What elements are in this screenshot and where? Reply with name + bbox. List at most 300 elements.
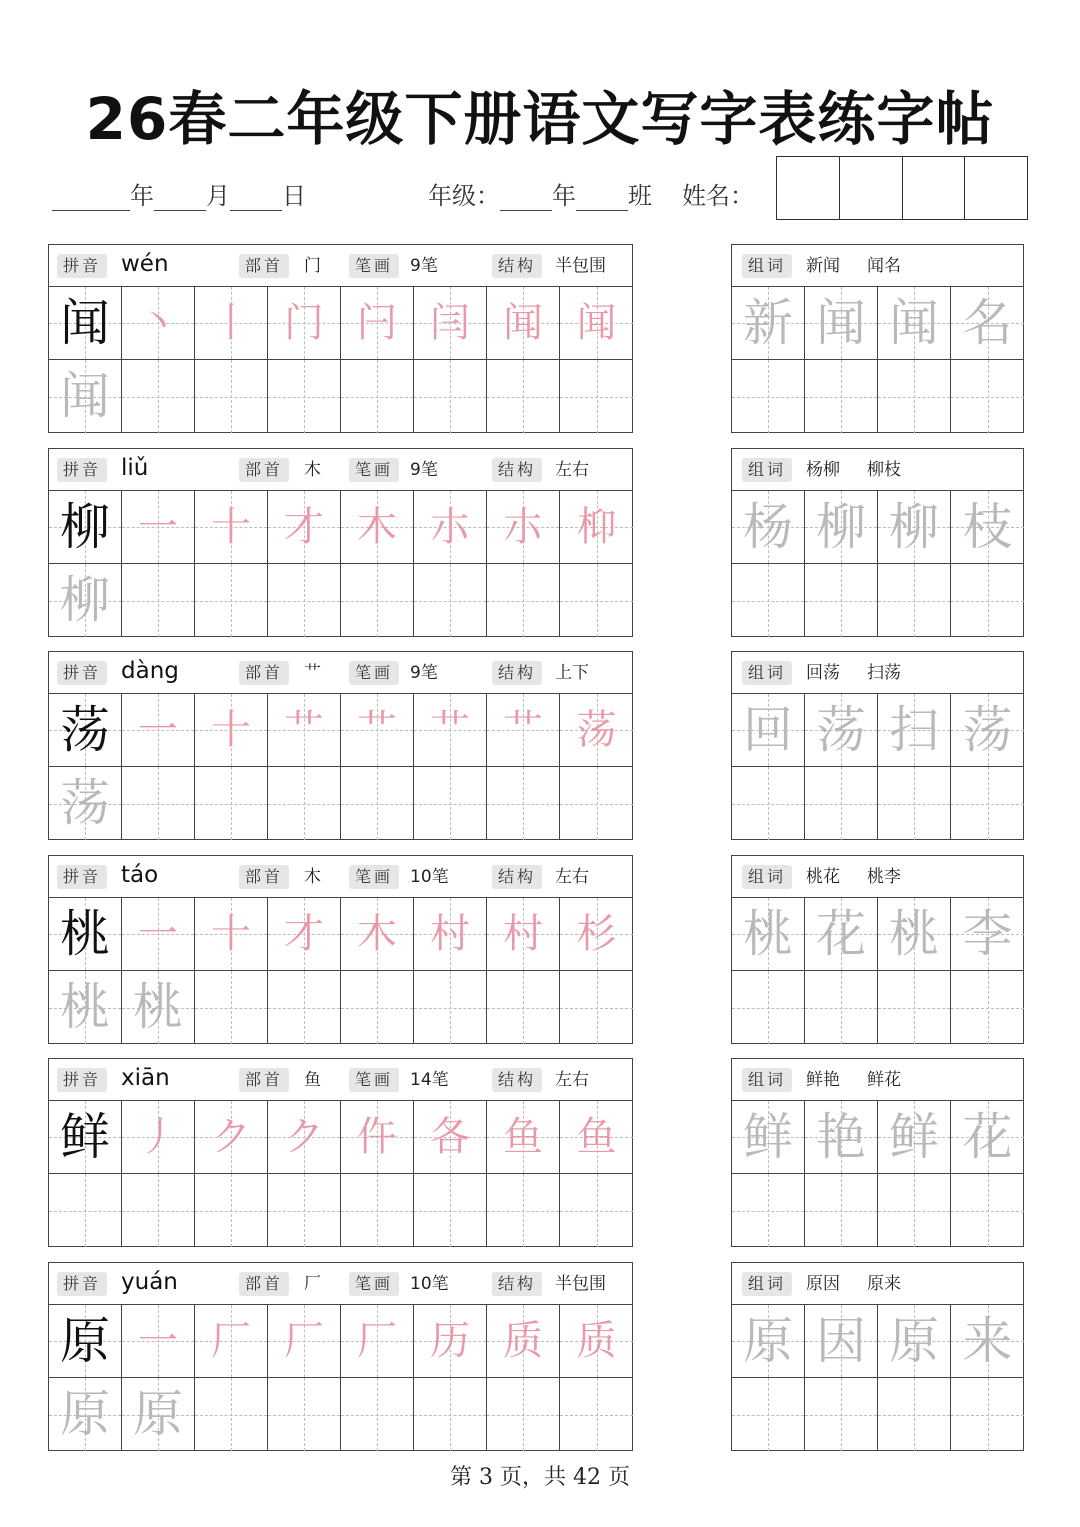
word-1: 回荡 [806, 663, 840, 683]
word-2: 鲜花 [867, 1070, 901, 1090]
radical-value: 鱼 [304, 1070, 321, 1090]
structure-value: 上下 [555, 663, 589, 683]
word-writing-cell[interactable] [878, 564, 951, 637]
pinyin-value: liǔ [121, 455, 149, 481]
word-trace-char: 枝 [962, 498, 1013, 556]
writing-cell[interactable] [487, 360, 560, 433]
words-tag: 组词 [742, 254, 792, 278]
writing-cell[interactable] [487, 1378, 560, 1451]
stroke-step: 闩 [357, 300, 397, 346]
writing-cell[interactable] [487, 767, 560, 840]
radical-value: 木 [304, 867, 321, 887]
word-writing-cell[interactable] [805, 360, 878, 433]
words-tag: 组词 [742, 458, 792, 482]
name-cell[interactable] [965, 157, 1027, 219]
name-grid[interactable] [776, 156, 1028, 220]
char-info-header [49, 1059, 632, 1101]
writing-cell[interactable] [268, 360, 341, 433]
radical-value: 厂 [304, 1274, 321, 1294]
words-tag: 组词 [742, 1272, 792, 1296]
stroke-order-cell [195, 898, 268, 971]
word-writing-cell[interactable] [951, 971, 1024, 1044]
words-header [732, 245, 1023, 287]
structure-value: 左右 [555, 867, 589, 887]
model-char: 桃 [60, 905, 110, 963]
word-writing-cell[interactable] [732, 971, 805, 1044]
day-label: 日 [282, 182, 306, 210]
writing-cell[interactable] [49, 767, 122, 840]
stroke-order-cell [560, 491, 633, 564]
writing-cell[interactable] [560, 767, 633, 840]
radical-tag: 部首 [239, 661, 289, 685]
writing-cell[interactable] [195, 1378, 268, 1451]
structure-value: 半包围 [555, 256, 606, 276]
word-writing-cell[interactable] [805, 1378, 878, 1451]
word-char-cell [805, 1101, 878, 1174]
page-footer: 第 3 页，共 42 页 [450, 1465, 630, 1490]
radical-tag: 部首 [239, 254, 289, 278]
writing-cell[interactable] [341, 1174, 414, 1247]
word-trace-char: 扫 [889, 701, 939, 759]
stroke-step: 厂 [357, 1318, 397, 1364]
word-char-cell [805, 287, 878, 360]
writing-cell[interactable] [49, 360, 122, 433]
stroke-order-cell [560, 1305, 633, 1378]
writing-cell[interactable] [341, 360, 414, 433]
stroke-order-cell [122, 491, 195, 564]
word-writing-cell[interactable] [732, 1174, 805, 1247]
writing-cell[interactable] [268, 1174, 341, 1247]
words-tag: 组词 [742, 661, 792, 685]
stroke-order-cell [122, 287, 195, 360]
word-trace-char: 新 [743, 294, 793, 352]
writing-cell[interactable] [268, 971, 341, 1044]
word-trace-char: 原 [889, 1312, 939, 1370]
word-char-cell [732, 1101, 805, 1174]
word-char-cell [805, 694, 878, 767]
word-trace-char: 柳 [889, 498, 939, 556]
stroke-step: 闻 [503, 300, 543, 346]
pinyin-tag: 拼音 [57, 1068, 107, 1092]
char-practice-block [48, 1058, 633, 1247]
word-char-cell [951, 694, 1024, 767]
stroke-step: 丶 [138, 300, 178, 346]
word-trace-char: 荡 [962, 701, 1013, 759]
word-trace-char: 花 [962, 1108, 1013, 1166]
word-writing-cell[interactable] [805, 564, 878, 637]
char-practice-block [48, 244, 633, 433]
writing-cell[interactable] [195, 564, 268, 637]
writing-cell[interactable] [49, 564, 122, 637]
stroke-step: 杉 [576, 911, 617, 957]
pinyin-tag: 拼音 [57, 865, 107, 889]
model-char: 柳 [60, 498, 110, 556]
class-blank[interactable] [576, 191, 628, 211]
strokes-value: 10笔 [410, 1274, 449, 1294]
writing-cell[interactable] [195, 360, 268, 433]
strokes-tag: 笔画 [349, 1272, 399, 1296]
trace-char: 柳 [60, 571, 110, 629]
stroke-step: 朩 [430, 504, 470, 550]
stroke-step: 十 [211, 707, 251, 753]
structure-tag: 结构 [492, 254, 542, 278]
stroke-step: 才 [284, 911, 324, 957]
word-writing-cell[interactable] [805, 1174, 878, 1247]
word-2: 桃李 [867, 867, 901, 887]
char-info-header [49, 449, 632, 491]
stroke-order-cell [414, 491, 487, 564]
class-line [428, 176, 754, 211]
word-writing-cell[interactable] [732, 767, 805, 840]
char-practice-block [48, 448, 633, 637]
stroke-order-cell [341, 1101, 414, 1174]
writing-cell[interactable] [560, 1174, 633, 1247]
writing-cell[interactable] [414, 360, 487, 433]
stroke-step: 艹 [503, 707, 543, 753]
word-writing-cell[interactable] [878, 1378, 951, 1451]
strokes-value: 14笔 [410, 1070, 449, 1090]
writing-cell[interactable] [122, 1174, 195, 1247]
model-char: 鲜 [60, 1108, 110, 1166]
structure-tag: 结构 [492, 1068, 542, 1092]
char-info-header [49, 652, 632, 694]
stroke-order-cell [268, 694, 341, 767]
stroke-order-cell [268, 1305, 341, 1378]
stroke-order-cell [341, 491, 414, 564]
words-tag: 组词 [742, 865, 792, 889]
writing-cell[interactable] [414, 1174, 487, 1247]
writing-cell[interactable] [560, 360, 633, 433]
radical-value: 艹 [304, 663, 321, 683]
radical-value: 木 [304, 460, 321, 480]
word-writing-cell[interactable] [878, 971, 951, 1044]
stroke-order-cell [122, 1101, 195, 1174]
year-label: 年 [130, 182, 154, 210]
pinyin-value: táo [121, 862, 159, 888]
stroke-step: 各 [430, 1114, 470, 1160]
stroke-step: ク [284, 1114, 324, 1160]
writing-cell[interactable] [487, 564, 560, 637]
word-char-cell [951, 287, 1024, 360]
writing-cell[interactable] [560, 1378, 633, 1451]
word-2: 扫荡 [867, 663, 901, 683]
writing-cell[interactable] [341, 971, 414, 1044]
word-char-cell [732, 898, 805, 971]
char-info-header [49, 1263, 632, 1305]
word-writing-cell[interactable] [878, 767, 951, 840]
month-blank[interactable] [154, 191, 206, 211]
pinyin-value: dàng [121, 658, 179, 684]
stroke-step: 一 [138, 707, 178, 753]
radical-tag: 部首 [239, 865, 289, 889]
word-1: 新闻 [806, 256, 840, 276]
stroke-step: 厂 [284, 1318, 324, 1364]
word-2: 闻名 [867, 256, 901, 276]
word-trace-char: 艳 [816, 1108, 866, 1166]
writing-cell[interactable] [122, 1378, 195, 1451]
word-char-cell [878, 491, 951, 564]
radical-tag: 部首 [239, 1272, 289, 1296]
word-trace-char: 花 [816, 905, 866, 963]
writing-cell[interactable] [49, 1174, 122, 1247]
stroke-step: 历 [430, 1318, 470, 1364]
model-char-cell [49, 1305, 122, 1378]
word-trace-char: 桃 [743, 905, 793, 963]
stroke-order-cell [195, 491, 268, 564]
word-1: 原因 [806, 1274, 840, 1294]
stroke-order-cell [487, 1305, 560, 1378]
word-writing-cell[interactable] [951, 1378, 1024, 1451]
char-practice-block [48, 651, 633, 840]
word-writing-cell[interactable] [951, 360, 1024, 433]
word-1: 桃花 [806, 867, 840, 887]
stroke-step: 村 [430, 911, 470, 957]
writing-cell[interactable] [414, 1378, 487, 1451]
radical-value: 门 [304, 256, 321, 276]
strokes-value: 9笔 [410, 663, 438, 683]
trace-char: 原 [60, 1385, 110, 1443]
char-info-header [49, 245, 632, 287]
words-tag: 组词 [742, 1068, 792, 1092]
words-header [732, 856, 1023, 898]
stroke-step: 艹 [284, 707, 324, 753]
model-char: 闻 [60, 294, 110, 352]
pinyin-tag: 拼音 [57, 254, 107, 278]
word-char-cell [878, 1101, 951, 1174]
writing-cell[interactable] [268, 767, 341, 840]
year-blank[interactable] [52, 191, 130, 211]
structure-value: 半包围 [555, 1274, 606, 1294]
stroke-step: 荡 [576, 707, 617, 753]
stroke-step: 厂 [211, 1318, 251, 1364]
model-char-cell [49, 1101, 122, 1174]
stroke-order-cell [487, 1101, 560, 1174]
word-trace-char: 名 [962, 294, 1013, 352]
char-info-header [49, 856, 632, 898]
model-char-cell [49, 898, 122, 971]
model-char-cell [49, 287, 122, 360]
word-char-cell [951, 491, 1024, 564]
writing-cell[interactable] [122, 360, 195, 433]
writing-cell[interactable] [414, 564, 487, 637]
model-char-cell [49, 491, 122, 564]
word-writing-cell[interactable] [951, 1174, 1024, 1247]
writing-cell[interactable] [122, 767, 195, 840]
word-writing-cell[interactable] [805, 767, 878, 840]
writing-cell[interactable] [341, 767, 414, 840]
word-char-cell [951, 1305, 1024, 1378]
word-writing-cell[interactable] [878, 360, 951, 433]
stroke-order-cell [268, 1101, 341, 1174]
stroke-step: 鱼 [503, 1114, 543, 1160]
word-char-cell [805, 1305, 878, 1378]
strokes-value: 9笔 [410, 460, 438, 480]
stroke-step: 质 [503, 1318, 543, 1364]
word-char-cell [805, 491, 878, 564]
word-writing-cell[interactable] [805, 971, 878, 1044]
name-cell[interactable] [840, 157, 903, 219]
word-char-cell [732, 287, 805, 360]
trace-char: 荡 [60, 774, 110, 832]
word-char-cell [878, 694, 951, 767]
stroke-step: 一 [138, 504, 178, 550]
stroke-step: 艹 [357, 707, 397, 753]
stroke-order-cell [560, 287, 633, 360]
word-trace-char: 桃 [889, 905, 939, 963]
model-char: 原 [60, 1312, 110, 1370]
word-trace-char: 杨 [743, 498, 793, 556]
word-char-cell [732, 694, 805, 767]
word-trace-char: 荡 [816, 701, 866, 759]
stroke-step: 一 [138, 911, 178, 957]
word-trace-char: 因 [816, 1312, 866, 1370]
strokes-value: 10笔 [410, 867, 449, 887]
writing-cell[interactable] [341, 564, 414, 637]
word-char-cell [805, 898, 878, 971]
stroke-order-cell [341, 898, 414, 971]
word-trace-char: 回 [743, 701, 793, 759]
stroke-order-cell [122, 694, 195, 767]
stroke-step: 丨 [211, 300, 251, 346]
stroke-order-cell [268, 491, 341, 564]
stroke-order-cell [560, 694, 633, 767]
stroke-order-cell [122, 1305, 195, 1378]
writing-cell[interactable] [122, 971, 195, 1044]
stroke-order-cell [487, 287, 560, 360]
word-char-cell [878, 1305, 951, 1378]
word-writing-cell[interactable] [732, 564, 805, 637]
stroke-order-cell [414, 694, 487, 767]
stroke-step: 门 [284, 300, 324, 346]
word-practice-block [731, 1262, 1024, 1451]
stroke-step: 村 [503, 911, 543, 957]
writing-cell[interactable] [195, 971, 268, 1044]
word-writing-cell[interactable] [951, 767, 1024, 840]
stroke-step: 十 [211, 911, 251, 957]
strokes-tag: 笔画 [349, 1068, 399, 1092]
writing-cell[interactable] [49, 1378, 122, 1451]
writing-cell[interactable] [560, 971, 633, 1044]
word-1: 杨柳 [806, 460, 840, 480]
stroke-order-cell [195, 1305, 268, 1378]
model-char: 荡 [60, 701, 110, 759]
grade-year-label: 年 [552, 182, 576, 210]
writing-cell[interactable] [487, 971, 560, 1044]
class-label: 班 [628, 182, 652, 210]
stroke-step: 一 [138, 1318, 178, 1364]
word-trace-char: 闻 [816, 294, 866, 352]
stroke-order-cell [414, 1101, 487, 1174]
stroke-step: 鱼 [576, 1114, 617, 1160]
grade-label: 年级： [428, 182, 500, 210]
word-2: 原来 [867, 1274, 901, 1294]
writing-cell[interactable] [414, 971, 487, 1044]
word-char-cell [951, 898, 1024, 971]
pinyin-value: xiān [121, 1065, 170, 1091]
name-label: 姓名： [682, 182, 754, 210]
structure-tag: 结构 [492, 458, 542, 482]
stroke-order-cell [414, 1305, 487, 1378]
stroke-order-cell [268, 898, 341, 971]
word-writing-cell[interactable] [732, 360, 805, 433]
strokes-value: 9笔 [410, 256, 438, 276]
stroke-order-cell [341, 694, 414, 767]
word-trace-char: 鲜 [889, 1108, 939, 1166]
stroke-order-cell [414, 898, 487, 971]
word-writing-cell[interactable] [878, 1174, 951, 1247]
stroke-step: 朩 [503, 504, 543, 550]
writing-cell[interactable] [414, 767, 487, 840]
day-blank[interactable] [230, 191, 282, 211]
word-char-cell [878, 287, 951, 360]
trace-char: 原 [133, 1385, 183, 1443]
writing-cell[interactable] [195, 1174, 268, 1247]
word-writing-cell[interactable] [951, 564, 1024, 637]
structure-tag: 结构 [492, 1272, 542, 1296]
stroke-order-cell [487, 694, 560, 767]
pinyin-value: wén [121, 251, 169, 277]
writing-cell[interactable] [341, 1378, 414, 1451]
stroke-step: 闫 [430, 300, 470, 346]
stroke-step: 才 [284, 504, 324, 550]
writing-cell[interactable] [487, 1174, 560, 1247]
structure-tag: 结构 [492, 865, 542, 889]
trace-char: 桃 [60, 978, 110, 1036]
date-line [52, 176, 306, 211]
stroke-step: 枊 [576, 504, 617, 550]
name-cell[interactable] [777, 157, 840, 219]
trace-char: 闻 [60, 367, 110, 425]
structure-tag: 结构 [492, 661, 542, 685]
char-practice-block [48, 855, 633, 1044]
stroke-order-cell [560, 1101, 633, 1174]
stroke-order-cell [122, 898, 195, 971]
stroke-step: 质 [576, 1318, 617, 1364]
word-char-cell [878, 898, 951, 971]
pinyin-value: yuán [121, 1269, 178, 1295]
pinyin-tag: 拼音 [57, 458, 107, 482]
word-practice-block [731, 651, 1024, 840]
strokes-tag: 笔画 [349, 254, 399, 278]
word-trace-char: 原 [743, 1312, 793, 1370]
name-cell[interactable] [903, 157, 966, 219]
word-practice-block [731, 855, 1024, 1044]
word-char-cell [732, 1305, 805, 1378]
word-1: 鲜艳 [806, 1070, 840, 1090]
stroke-order-cell [414, 287, 487, 360]
structure-value: 左右 [555, 460, 589, 480]
stroke-step: 仵 [357, 1114, 397, 1160]
stroke-step: 十 [211, 504, 251, 550]
strokes-tag: 笔画 [349, 458, 399, 482]
writing-cell[interactable] [49, 971, 122, 1044]
pinyin-tag: 拼音 [57, 661, 107, 685]
stroke-order-cell [341, 287, 414, 360]
writing-cell[interactable] [195, 767, 268, 840]
stroke-order-cell [195, 287, 268, 360]
writing-cell[interactable] [268, 564, 341, 637]
word-practice-block [731, 244, 1024, 433]
word-trace-char: 柳 [816, 498, 866, 556]
writing-cell[interactable] [560, 564, 633, 637]
grade-blank[interactable] [500, 191, 552, 211]
writing-cell[interactable] [122, 564, 195, 637]
writing-cell[interactable] [268, 1378, 341, 1451]
word-writing-cell[interactable] [732, 1378, 805, 1451]
stroke-order-cell [341, 1305, 414, 1378]
stroke-step: ク [211, 1114, 251, 1160]
char-practice-block [48, 1262, 633, 1451]
